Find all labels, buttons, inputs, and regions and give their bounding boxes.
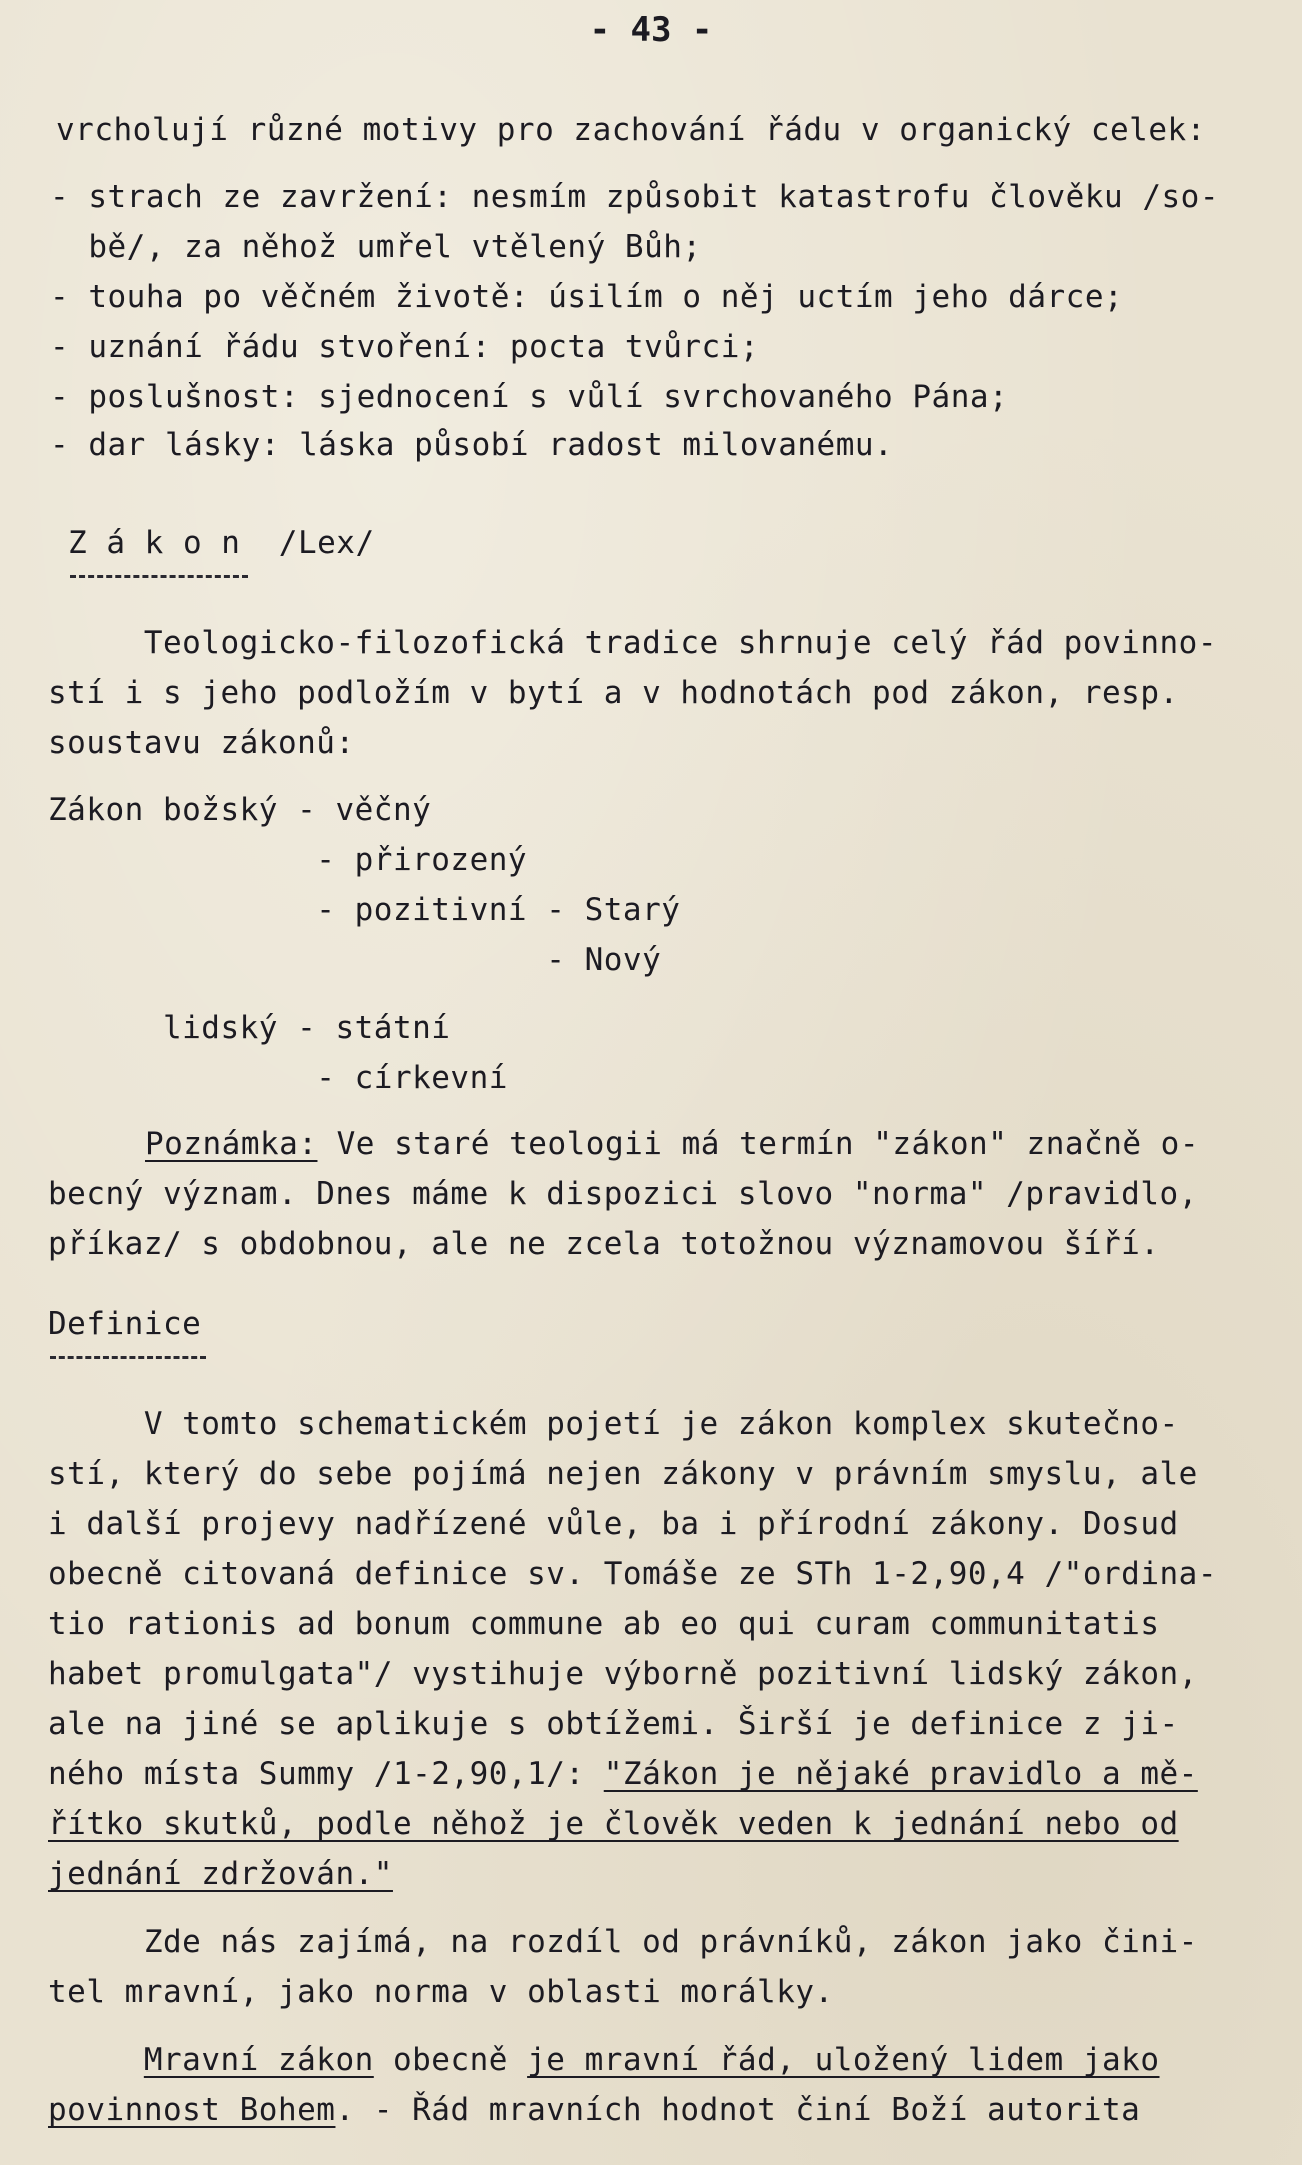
- definice-line-8-text: ného místa Summy /1-2,90,1/:: [48, 1756, 604, 1792]
- zakon-paragraph-line-3: soustavu zákonů:: [48, 725, 355, 761]
- heading-underline-definice: [50, 1356, 206, 1359]
- section-heading-definice: Definice: [48, 1306, 202, 1342]
- note-line-1: [145, 1124, 1199, 1164]
- indent: [48, 2042, 144, 2078]
- definice-line-7: ale na jiné se aplikuje s obtížemi. Širší je definice z ji-: [48, 1706, 1179, 1742]
- definice-line-8: [48, 1754, 1198, 1794]
- term-moral-law: Mravní zákon: [143, 2042, 374, 2078]
- definition-quote-middle: řítko skutků, podle něhož je člověk veden k jednání nebo od: [48, 1806, 1179, 1842]
- moral-order-line-1: [48, 2040, 1160, 2080]
- section-heading-zakon: Z á k o n /Lex/: [68, 525, 375, 561]
- definition-quote-end: jednání zdržován.": [48, 1856, 393, 1892]
- definice-line-2: stí, který do sebe pojímá nejen zákony v právním smyslu, ale: [48, 1456, 1198, 1492]
- definition-quote-start: "Zákon je nějaké pravidlo a mě-: [603, 1756, 1198, 1792]
- heading-underline-zakon: [70, 575, 248, 578]
- definice-line-1: V tomto schematickém pojetí je zákon komplex skutečno-: [48, 1406, 1179, 1442]
- definice-line-9: [48, 1804, 1179, 1844]
- law-scheme-row-2: - přirozený: [48, 842, 528, 878]
- moral-order-connector: obecně: [373, 2042, 528, 2078]
- definice-line-4: obecně citovaná definice sv. Tomáše ze STh 1-2,90,4 /"ordina-: [48, 1556, 1217, 1592]
- law-scheme-row-1: Zákon božský - věčný: [48, 792, 432, 828]
- page-number: - 43 -: [589, 10, 713, 50]
- law-scheme-row-6: - církevní: [48, 1060, 508, 1096]
- law-scheme-row-4: - Nový: [48, 942, 662, 978]
- moral-order-line-2-text: . - Řád mravních hodnot činí Boží autorita: [335, 2092, 1141, 2128]
- motive-item-4: - poslušnost: sjednocení s vůlí svrchovaného Pána;: [50, 379, 1009, 415]
- motive-item-5: - dar lásky: láska působí radost milovanému.: [50, 427, 894, 463]
- intro-line: vrcholují různé motivy pro zachování řádu v organický celek:: [56, 112, 1206, 148]
- motive-item-3: - uznání řádu stvoření: pocta tvůrci;: [50, 329, 760, 365]
- definice-line-3: i další projevy nadřízené vůle, ba i přírodní zákony. Dosud: [48, 1506, 1179, 1542]
- motive-item-1a: - strach ze zavržení: nesmím způsobit katastrofu člověku /so-: [50, 179, 1219, 215]
- definice-line-10: [48, 1854, 393, 1894]
- duty-by-god: povinnost Bohem: [48, 2092, 336, 2128]
- note-line-3: příkaz/ s obdobnou, ale ne zcela totožnou významovou šíří.: [48, 1226, 1160, 1262]
- zakon-paragraph-line-1: Teologicko-filozofická tradice shrnuje celý řád povinno-: [48, 625, 1217, 661]
- motive-item-2: - touha po věčném životě: úsilím o něj uctím jeho dárce;: [50, 279, 1124, 315]
- motive-item-1b: bě/, za něhož umřel vtělený Bůh;: [50, 229, 702, 265]
- moral-order-definition: je mravní řád, uložený lidem jako: [527, 2042, 1160, 2078]
- note-line-1-text: Ve staré teologii má termín "zákon" značně o-: [317, 1126, 1200, 1162]
- moral-order-line-2: [48, 2090, 1140, 2130]
- definice-line-6: habet promulgata"/ vystihuje výborně pozitivní lidský zákon,: [48, 1656, 1198, 1692]
- moral-law-line-1: Zde nás zajímá, na rozdíl od právníků, zákon jako čini-: [48, 1924, 1198, 1960]
- law-scheme-row-3: - pozitivní - Starý: [48, 892, 681, 928]
- law-scheme-row-5: lidský - státní: [48, 1010, 451, 1046]
- note-line-2: becný význam. Dnes máme k dispozici slovo "norma" /pravidlo,: [48, 1176, 1198, 1212]
- definice-line-5: tio rationis ad bonum commune ab eo qui curam communitatis: [48, 1606, 1160, 1642]
- zakon-paragraph-line-2: stí i s jeho podložím v bytí a v hodnotách pod zákon, resp.: [48, 675, 1179, 711]
- note-label: Poznámka:: [145, 1126, 318, 1162]
- moral-law-line-2: tel mravní, jako norma v oblasti morálky.: [48, 1974, 834, 2010]
